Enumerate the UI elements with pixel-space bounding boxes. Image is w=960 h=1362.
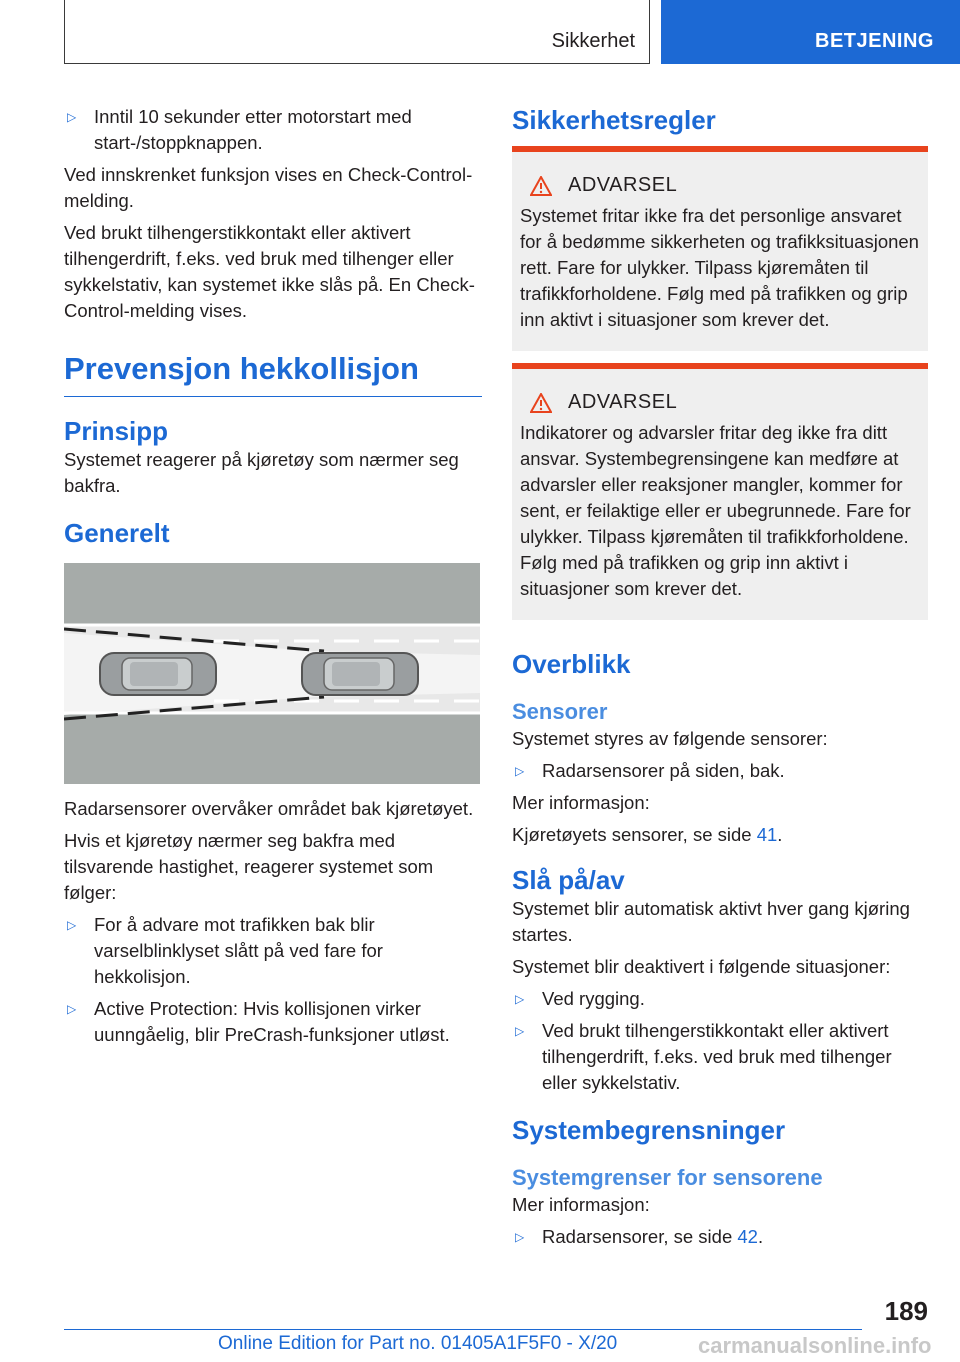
list-item: ▷ Radarsensorer, se side 42. (512, 1224, 928, 1250)
bullet-triangle-icon: ▷ (67, 918, 77, 932)
page-link[interactable]: 42 (737, 1226, 758, 1247)
paragraph: Systemet blir automatisk aktivt hver gang kjøring startes. (512, 898, 910, 945)
heading-principle: Prinsipp (64, 416, 169, 446)
right-column (512, 104, 928, 1256)
heading-safety-rules: Sikkerhetsregler (512, 105, 716, 135)
bullet-triangle-icon: ▷ (67, 110, 77, 124)
section-title: Prevensjon hekkollisjon (64, 350, 482, 397)
heading-system-limits: Systembegrensninger (512, 1115, 786, 1145)
left-column (64, 104, 482, 1054)
warning-box (512, 146, 928, 351)
bullet-triangle-icon: ▷ (515, 1024, 525, 1038)
header-chapter-label: BETJENING (815, 30, 934, 52)
header-section-label: Sikkerhet (551, 30, 635, 52)
page-link[interactable]: 41 (756, 824, 778, 845)
heading-general: Generelt (64, 518, 170, 548)
bullet-triangle-icon: ▷ (515, 1230, 525, 1244)
list-item: ▷ Inntil 10 sekunder etter motorstart med start-/stoppknappen. (67, 106, 412, 153)
heading-sensors: Sensorer (512, 699, 608, 724)
warning-title: ADVARSEL (568, 174, 678, 196)
car-front-icon (100, 653, 216, 695)
bullet-triangle-icon: ▷ (515, 764, 525, 778)
list-item: ▷ Active Protection: Hvis kollisjonen virker uunngåelig, blir PreCrash-funksjoner utløst. (67, 998, 450, 1045)
bullet-triangle-icon: ▷ (515, 992, 525, 1006)
page-number: 189 (884, 1296, 928, 1326)
header-section-tab (64, 0, 650, 64)
warning-triangle-icon (530, 176, 552, 196)
footer-edition: Online Edition for Part no. 01405A1F5F0 - X/20 (218, 1333, 618, 1354)
paragraph: Mer informasjon: (512, 1194, 650, 1215)
paragraph: Systemet blir deaktivert i følgende situasjoner: (512, 956, 891, 977)
paragraph: Ved innskrenket funksjon vises en Check-Control-melding. (64, 164, 473, 211)
paragraph: Ved brukt tilhengerstikkontakt eller aktivert tilhengerdrift, f.eks. ved bruk med tilhenger eller sykkelstativ, kan systemet ikke slås på. En Check-Control-melding vises. (64, 222, 475, 321)
heading-overview: Overblikk (512, 649, 631, 679)
warning-text: Systemet fritar ikke fra det personlige ansvaret for å bedømme sikkerheten og trafikksituasjonen rett. Fare for ulykker. Tilpass kjøremåten til trafikkforholdene. Følg med på trafikken og grip inn aktivt i situasjoner som krever det. (520, 205, 919, 330)
watermark: carmanualsonline.info (698, 1333, 932, 1358)
paragraph: Hvis et kjøretøy nærmer seg bakfra med tilsvarende hastighet, reagerer systemet som følger: (64, 830, 434, 903)
bullet-triangle-icon: ▷ (67, 1002, 77, 1016)
paragraph: Kjøretøyets sensorer, se side 41. (512, 824, 783, 845)
list-item: ▷ Ved rygging. (512, 986, 928, 1012)
list-item: ▷ For å advare mot trafikken bak blir varselblinklyset slått på ved fare for hekkolisjon. (67, 914, 383, 987)
warning-box (512, 363, 928, 620)
list-item: ▷ Radarsensorer på siden, bak. (512, 758, 928, 784)
car-rear-icon (302, 653, 418, 695)
list-item: ▷ Ved brukt tilhengerstikkontakt eller aktivert tilhengerdrift, f.eks. ved bruk med tilhenger eller sykkelstativ. (515, 1020, 892, 1093)
paragraph: Mer informasjon: (512, 792, 650, 813)
header-chapter-tab (661, 0, 960, 64)
warning-triangle-icon (530, 393, 552, 413)
heading-on-off: Slå på/av (512, 865, 625, 895)
radar-coverage-illustration (64, 563, 480, 784)
paragraph: Systemet styres av følgende sensorer: (512, 728, 828, 749)
paragraph: Systemet reagerer på kjøretøy som nærmer seg bakfra. (64, 449, 459, 496)
footer-divider (64, 1329, 862, 1330)
heading-sensor-limits: Systemgrenser for sensorene (512, 1165, 823, 1190)
figure-caption: Radarsensorer overvåker området bak kjøretøyet. (64, 798, 474, 819)
warning-title: ADVARSEL (568, 391, 678, 413)
warning-text: Indikatorer og advarsler fritar deg ikke fra ditt ansvar. Systembegrensingene kan medføre at advarsler eller reaksjoner mangler, kommer for sent, er feilaktige eller er ubegrunnede. Fare for ulykker. Tilpass kjøremåten til trafikkforholdene. Følg med på trafikken og grip inn aktivt i situasjoner som krever det. (520, 422, 911, 599)
